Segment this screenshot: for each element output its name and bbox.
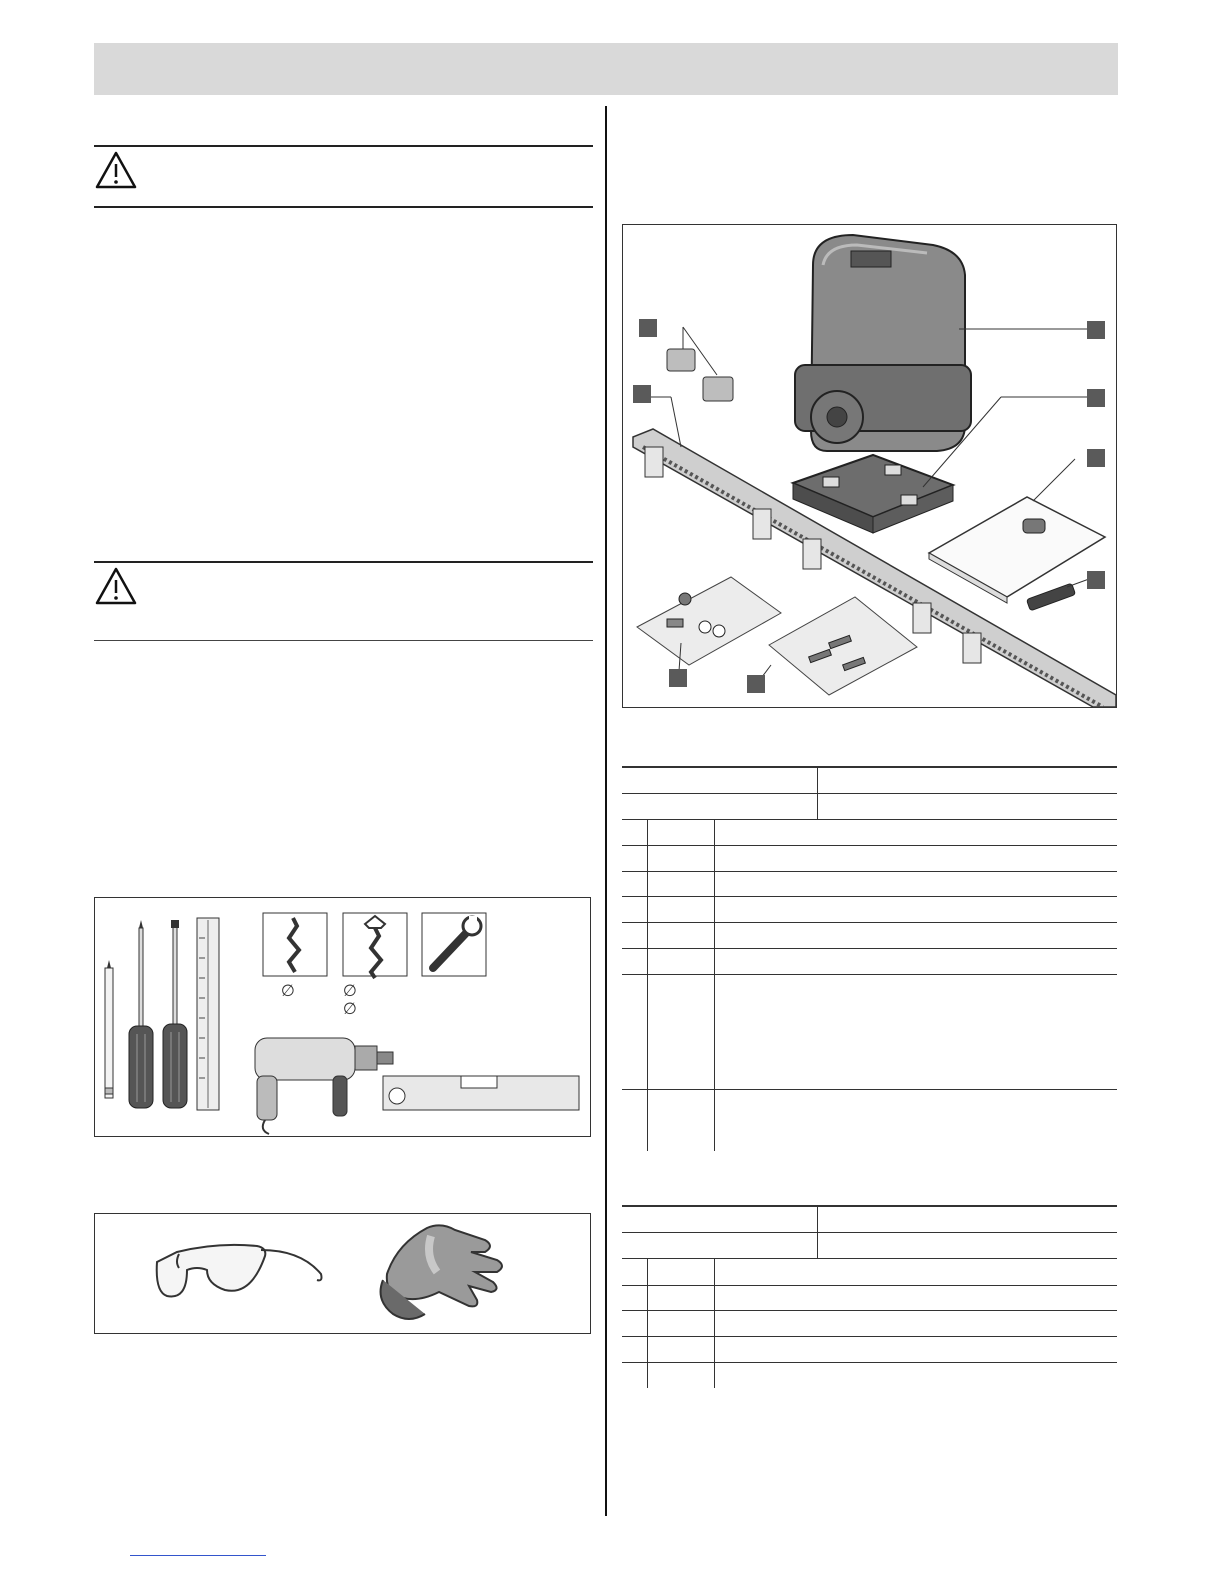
table-rule (622, 766, 1117, 768)
drill-bit-masonry-icon (343, 913, 407, 1018)
warning-top-rule (94, 145, 593, 147)
product-contents-figure (622, 224, 1117, 708)
table-column-rule (647, 1258, 648, 1388)
callout-badge-7 (669, 669, 687, 687)
safety-glasses-icon (157, 1245, 322, 1297)
footer-link[interactable] (130, 1555, 266, 1556)
protective-gear-illustration (95, 1214, 590, 1333)
warning-triangle-icon (94, 566, 138, 606)
callout-badge-2 (633, 385, 651, 403)
table-rule (622, 1089, 1117, 1090)
callout-badge-6 (1087, 571, 1105, 589)
table-rule (622, 948, 1117, 949)
callout-badge-8 (747, 675, 765, 693)
table-rule (622, 1285, 1117, 1286)
table-rule (622, 922, 1117, 923)
callout-badge-3 (1087, 321, 1105, 339)
accessory-bag-keys (637, 577, 781, 665)
callout-badge-1 (639, 319, 657, 337)
table-rule (622, 896, 1117, 897)
pencil-icon (105, 960, 113, 1098)
spirit-level-icon (383, 1076, 579, 1110)
table-column-rule (647, 819, 648, 1151)
screwdriver-phillips-icon (129, 920, 153, 1108)
warning-bottom-rule (94, 206, 593, 208)
page-header-bar (94, 43, 1118, 95)
screwdriver-flat-icon (163, 920, 187, 1108)
tools-illustration (95, 898, 590, 1136)
table-rule (622, 1310, 1117, 1311)
table-rule (622, 1362, 1117, 1363)
drill-bit-wood-icon (263, 913, 327, 1000)
mounting-plate (793, 455, 953, 533)
table-rule (622, 974, 1117, 975)
wrench-icon (422, 913, 486, 976)
column-divider (605, 106, 607, 1516)
battery-pack (1026, 583, 1075, 611)
manual-booklet (929, 497, 1105, 603)
table-rule (622, 871, 1117, 872)
accessory-bag-screws (769, 597, 917, 695)
svg-text:∅: ∅ (281, 981, 295, 1000)
table-column-rule (714, 819, 715, 1151)
svg-text:∅: ∅ (343, 999, 357, 1018)
power-drill-icon (255, 1038, 393, 1134)
table-rule (622, 793, 1117, 794)
table-rule (622, 845, 1117, 846)
warning2-top-rule (94, 561, 593, 563)
table-column-rule (817, 766, 818, 819)
callout-badge-5 (1087, 449, 1105, 467)
table-rule (622, 1232, 1117, 1233)
callout-badge-4 (1087, 389, 1105, 407)
table-column-rule (714, 1258, 715, 1388)
folding-ruler-icon (197, 918, 219, 1110)
svg-text:∅: ∅ (343, 981, 357, 1000)
table-column-rule (817, 1205, 818, 1258)
table-rule (622, 1205, 1117, 1207)
warning-triangle-icon (94, 150, 138, 190)
table-rule (622, 1258, 1117, 1259)
product-contents-illustration (623, 225, 1116, 707)
limit-switch-cams (667, 327, 733, 401)
gate-motor-unit (795, 235, 971, 451)
table-rule (622, 819, 1117, 820)
protective-gear-figure (94, 1213, 591, 1334)
tools-figure (94, 897, 591, 1137)
work-gloves-icon (381, 1225, 502, 1319)
warning2-bottom-rule (94, 640, 593, 641)
table-rule (622, 1336, 1117, 1337)
